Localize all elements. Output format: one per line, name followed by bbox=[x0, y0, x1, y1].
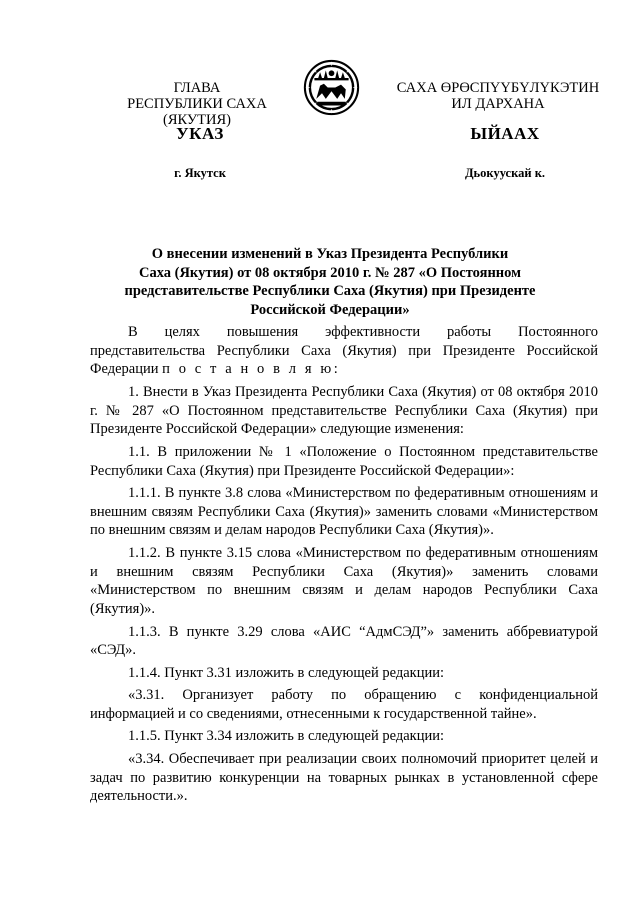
header-left-line1: ГЛАВА bbox=[173, 80, 221, 96]
header-left-line2: РЕСПУБЛИКИ САХА (ЯКУТИЯ) bbox=[127, 96, 267, 128]
decree-title-sakha: ЫЙААХ bbox=[470, 124, 540, 143]
header-right-line2: ИЛ ДАРХАНА bbox=[451, 96, 545, 112]
paragraph-1-1-1: 1.1.1. В пункте 3.8 слова «Министерством по федеративным отношениям и внешним связям Республики Саха (Якутия)» заменить словами «Министерством по внешним связям и делам народов Республики Саха (Якутия)». bbox=[90, 485, 598, 539]
paragraph-1-1: 1.1. В приложении № 1 «Положение о Постоянном представительстве Республики Саха (Якутия) при Президенте Российской Федерации»: bbox=[90, 443, 598, 479]
header-right bbox=[392, 80, 604, 112]
intro-text: В целях повышения эффективности работы Постоянного представительства Республики Саха (Якутия) при Президенте Российской Федерации bbox=[90, 324, 598, 378]
document-title-line: О внесении изменений в Указ Президента Республики bbox=[151, 246, 509, 262]
city-sakha: Дьокуускай к. bbox=[464, 166, 546, 180]
paragraph-3-34: «3.34. Обеспечивает при реализации своих полномочий приоритет целей и задач по развитию конкуренции на товарных рынках в установленной сфере деятельности.». bbox=[90, 750, 598, 805]
document-title-line: представительстве Республики Саха (Якутия) при Президенте bbox=[124, 283, 536, 299]
paragraph-1-1-4: 1.1.4. Пункт 3.31 изложить в следующей редакции: bbox=[128, 664, 445, 681]
document-title-line: Российской Федерации» bbox=[250, 301, 410, 318]
decree-word: п о с т а н о в л я ю: bbox=[162, 361, 341, 378]
paragraph-3-31: «3.31. Организует работу по обращению с конфиденциальной информацией и со сведениями, отнесенными к государственной тайне». bbox=[90, 687, 598, 722]
document-title bbox=[90, 245, 570, 319]
paragraph-1-1-5: 1.1.5. Пункт 3.34 изложить в следующей редакции: bbox=[128, 728, 445, 745]
paragraph-1-1-2: 1.1.2. В пункте 3.15 слова «Министерством по федеративным отношениям и внешним связям Республики Саха (Якутия)» заменить словами «Министерством по внешним связям и делам народов Республики Саха (Якутия)». bbox=[90, 544, 598, 618]
intro-paragraph bbox=[90, 323, 598, 379]
city-ru: г. Якутск bbox=[174, 166, 226, 180]
document-body bbox=[90, 323, 598, 810]
paragraph-1-1-3: 1.1.3. В пункте 3.29 слова «АИС “АдмСЭД”» заменить аббревиатурой «СЭД». bbox=[90, 623, 598, 659]
document-title-line: Саха (Якутия) от 08 октября 2010 г. № 287 «О Постоянном bbox=[138, 264, 522, 281]
decree-title-ru: УКАЗ bbox=[176, 124, 224, 143]
paragraph-1: 1. Внести в Указ Президента Республики Саха (Якутия) от 08 октября 2010 г. № 287 «О Постоянном представительстве Республики Саха (Якутия) при Президенте Российской Федерации» следующие изменения: bbox=[90, 383, 598, 438]
header-right-line1: САХА ӨРӨСПҮҮБҮЛҮКЭТИН bbox=[396, 80, 600, 96]
coat-of-arms-icon bbox=[303, 59, 360, 116]
header-left bbox=[92, 80, 302, 128]
